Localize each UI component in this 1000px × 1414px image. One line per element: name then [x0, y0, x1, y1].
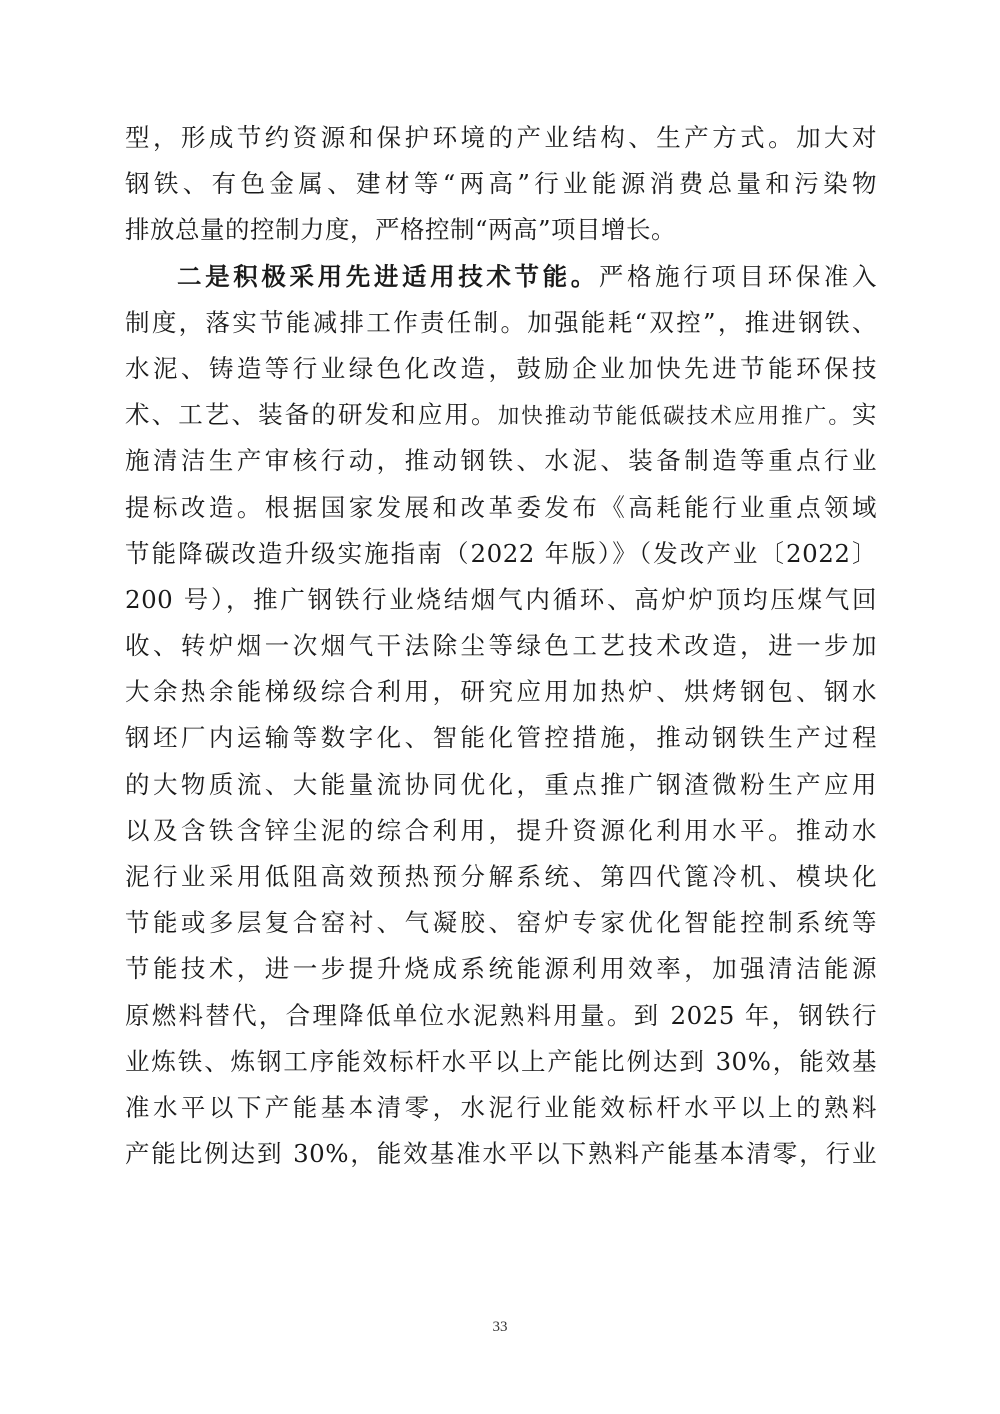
text-line: 节能技术，进一步提升烧成系统能源利用效率，加强清洁能源 — [125, 954, 877, 984]
text-line: 产能比例达到 30%，能效基准水平以下熟料产能基本清零，行业 — [125, 1139, 877, 1169]
text-line: 排放总量的控制力度，严格控制“两高”项目增长。 — [125, 215, 677, 245]
text-line: 钢坯厂内运输等数字化、智能化管控措施，推动钢铁生产过程 — [125, 723, 877, 753]
text-line: 制度，落实节能减排工作责任制。加强能耗“双控”，推进钢铁、 — [125, 307, 877, 337]
body-text — [125, 115, 877, 1177]
text-span: 实 — [852, 400, 877, 430]
text-line: 施清洁生产审核行动，推动钢铁、水泥、装备制造等重点行业 — [125, 446, 877, 476]
text-line: 水泥、铸造等行业绿色化改造，鼓励企业加快先进节能环保技 — [125, 353, 877, 383]
text-line: 200 号），推广钢铁行业烧结烟气内循环、高炉炉顶均压煤气回 — [125, 584, 877, 614]
text-line: 提标改造。根据国家发展和改革委发布《高耗能行业重点领域 — [125, 492, 877, 522]
text-line: 的大物质流、大能量流协同优化，重点推广钢渣微粉生产应用 — [125, 769, 877, 799]
paragraph-heading: 二是积极采用先进适用技术节能。 — [177, 261, 599, 291]
text-line: 节能降碳改造升级实施指南（2022 年版）》（发改产业〔2022〕 — [125, 538, 877, 568]
text-span-small: 加快推动节能低碳技术应用推广。 — [497, 404, 852, 430]
text-line: 泥行业采用低阻高效预热预分解系统、第四代篦冷机、模块化 — [125, 862, 877, 891]
text-line: 钢铁、有色金属、建材等“两高”行业能源消费总量和污染物 — [125, 169, 877, 199]
text-line: 原燃料替代，合理降低单位水泥熟料用量。到 2025 年，钢铁行 — [125, 1000, 877, 1030]
text-span: 术、工艺、装备的研发和应用。 — [125, 400, 498, 430]
text-line: 收、转炉烟一次烟气干法除尘等绿色工艺技术改造，进一步加 — [125, 631, 877, 661]
text-line: 业炼铁、炼钢工序能效标杆水平以上产能比例达到 30%，能效基 — [125, 1046, 877, 1076]
text-line — [125, 392, 877, 438]
page-number: 33 — [492, 1319, 508, 1335]
text-line: 大余热余能梯级综合利用，研究应用加热炉、烘烤钢包、钢水 — [125, 677, 877, 707]
text-line: 以及含铁含锌尘泥的综合利用，提升资源化利用水平。推动水 — [125, 815, 877, 845]
text-line: 节能或多层复合窑衬、气凝胶、窑炉专家优化智能控制系统等 — [125, 908, 877, 938]
text-line: 准水平以下产能基本清零，水泥行业能效标杆水平以上的熟料 — [125, 1092, 877, 1122]
paragraph-heading-line — [125, 254, 877, 300]
text-span: 严格施行项目环保准入 — [598, 261, 877, 291]
text-line: 型，形成节约资源和保护环境的产业结构、生产方式。加大对 — [125, 123, 877, 152]
